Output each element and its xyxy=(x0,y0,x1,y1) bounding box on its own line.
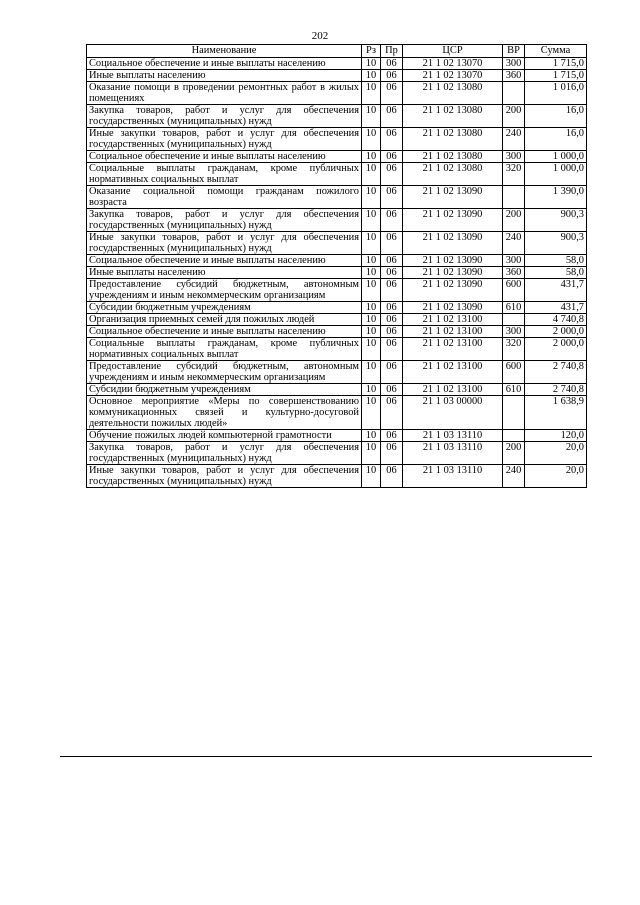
table-row xyxy=(87,430,587,442)
cell-csr: 21 1 02 13080 xyxy=(403,151,503,163)
cell-rz: 10 xyxy=(362,267,381,279)
cell-sum: 1 715,0 xyxy=(525,58,587,70)
cell-name: Иные выплаты населению xyxy=(87,70,362,82)
cell-sum: 2 740,8 xyxy=(525,361,587,384)
cell-name: Социальное обеспечение и иные выплаты населению xyxy=(87,151,362,163)
cell-sum: 2 000,0 xyxy=(525,338,587,361)
cell-sum: 431,7 xyxy=(525,302,587,314)
cell-name: Социальные выплаты гражданам, кроме публичных нормативных социальных выплат xyxy=(87,338,362,361)
table-row xyxy=(87,209,587,232)
table-row xyxy=(87,326,587,338)
table-row xyxy=(87,151,587,163)
cell-vr: 360 xyxy=(503,70,525,82)
cell-rz: 10 xyxy=(362,465,381,488)
cell-vr: 320 xyxy=(503,163,525,186)
cell-vr xyxy=(503,396,525,430)
cell-name: Социальные выплаты гражданам, кроме публичных нормативных социальных выплат xyxy=(87,163,362,186)
cell-vr: 610 xyxy=(503,302,525,314)
table-row xyxy=(87,465,587,488)
cell-pr: 06 xyxy=(381,442,403,465)
cell-rz: 10 xyxy=(362,279,381,302)
cell-vr: 200 xyxy=(503,209,525,232)
cell-name: Иные закупки товаров, работ и услуг для обеспечения государственных (муниципальных) нужд xyxy=(87,128,362,151)
cell-pr: 06 xyxy=(381,163,403,186)
cell-vr: 320 xyxy=(503,338,525,361)
cell-csr: 21 1 02 13090 xyxy=(403,279,503,302)
cell-pr: 06 xyxy=(381,465,403,488)
cell-sum: 1 715,0 xyxy=(525,70,587,82)
cell-csr: 21 1 02 13090 xyxy=(403,302,503,314)
cell-csr: 21 1 02 13070 xyxy=(403,58,503,70)
table-row xyxy=(87,267,587,279)
table-header-row xyxy=(87,45,587,58)
cell-name: Социальное обеспечение и иные выплаты населению xyxy=(87,255,362,267)
cell-csr: 21 1 02 13090 xyxy=(403,232,503,255)
cell-vr: 300 xyxy=(503,151,525,163)
table-row xyxy=(87,82,587,105)
cell-csr: 21 1 03 13110 xyxy=(403,465,503,488)
cell-sum: 58,0 xyxy=(525,267,587,279)
cell-rz: 10 xyxy=(362,186,381,209)
cell-rz: 10 xyxy=(362,128,381,151)
table-row xyxy=(87,232,587,255)
budget-table xyxy=(86,44,587,488)
cell-vr xyxy=(503,314,525,326)
cell-pr: 06 xyxy=(381,361,403,384)
cell-pr: 06 xyxy=(381,151,403,163)
cell-name: Иные закупки товаров, работ и услуг для обеспечения государственных (муниципальных) нужд xyxy=(87,232,362,255)
cell-pr: 06 xyxy=(381,58,403,70)
cell-vr: 240 xyxy=(503,465,525,488)
table-row xyxy=(87,255,587,267)
cell-name: Обучение пожилых людей компьютерной грамотности xyxy=(87,430,362,442)
cell-sum: 16,0 xyxy=(525,128,587,151)
cell-vr: 240 xyxy=(503,232,525,255)
cell-csr: 21 1 03 13110 xyxy=(403,442,503,465)
header-name: Наименование xyxy=(87,45,362,58)
cell-rz: 10 xyxy=(362,442,381,465)
cell-rz: 10 xyxy=(362,361,381,384)
table-row xyxy=(87,302,587,314)
cell-sum: 1 390,0 xyxy=(525,186,587,209)
cell-csr: 21 1 02 13100 xyxy=(403,361,503,384)
cell-pr: 06 xyxy=(381,338,403,361)
header-rz: Рз xyxy=(362,45,381,58)
cell-csr: 21 1 02 13100 xyxy=(403,314,503,326)
cell-sum: 2 000,0 xyxy=(525,326,587,338)
table-row xyxy=(87,58,587,70)
cell-name: Социальное обеспечение и иные выплаты населению xyxy=(87,58,362,70)
cell-pr: 06 xyxy=(381,326,403,338)
cell-vr: 610 xyxy=(503,384,525,396)
cell-csr: 21 1 02 13100 xyxy=(403,384,503,396)
footer-divider xyxy=(60,756,592,757)
header-pr: Пр xyxy=(381,45,403,58)
cell-pr: 06 xyxy=(381,82,403,105)
cell-pr: 06 xyxy=(381,186,403,209)
table-row xyxy=(87,396,587,430)
cell-rz: 10 xyxy=(362,151,381,163)
cell-rz: 10 xyxy=(362,396,381,430)
cell-vr xyxy=(503,186,525,209)
cell-vr: 600 xyxy=(503,361,525,384)
cell-rz: 10 xyxy=(362,302,381,314)
cell-pr: 06 xyxy=(381,128,403,151)
cell-csr: 21 1 02 13080 xyxy=(403,82,503,105)
cell-vr: 240 xyxy=(503,128,525,151)
cell-csr: 21 1 03 00000 xyxy=(403,396,503,430)
cell-csr: 21 1 02 13100 xyxy=(403,338,503,361)
cell-sum: 2 740,8 xyxy=(525,384,587,396)
cell-vr xyxy=(503,430,525,442)
header-vr: ВР xyxy=(503,45,525,58)
cell-vr: 200 xyxy=(503,442,525,465)
cell-csr: 21 1 02 13070 xyxy=(403,70,503,82)
cell-vr: 300 xyxy=(503,255,525,267)
cell-vr: 200 xyxy=(503,105,525,128)
table-row xyxy=(87,384,587,396)
cell-sum: 900,3 xyxy=(525,232,587,255)
table-row xyxy=(87,128,587,151)
cell-vr: 600 xyxy=(503,279,525,302)
cell-name: Закупка товаров, работ и услуг для обеспечения государственных (муниципальных) нужд xyxy=(87,442,362,465)
table-row xyxy=(87,105,587,128)
cell-pr: 06 xyxy=(381,279,403,302)
table-row xyxy=(87,70,587,82)
table-row xyxy=(87,163,587,186)
cell-vr: 300 xyxy=(503,58,525,70)
cell-rz: 10 xyxy=(362,105,381,128)
cell-csr: 21 1 02 13090 xyxy=(403,186,503,209)
cell-name: Субсидии бюджетным учреждениям xyxy=(87,302,362,314)
cell-sum: 1 000,0 xyxy=(525,163,587,186)
cell-pr: 06 xyxy=(381,396,403,430)
cell-sum: 900,3 xyxy=(525,209,587,232)
cell-pr: 06 xyxy=(381,209,403,232)
cell-sum: 1 000,0 xyxy=(525,151,587,163)
header-csr: ЦСР xyxy=(403,45,503,58)
cell-rz: 10 xyxy=(362,232,381,255)
cell-pr: 06 xyxy=(381,232,403,255)
cell-pr: 06 xyxy=(381,267,403,279)
cell-csr: 21 1 02 13080 xyxy=(403,128,503,151)
table-row xyxy=(87,442,587,465)
cell-name: Социальное обеспечение и иные выплаты населению xyxy=(87,326,362,338)
cell-sum: 20,0 xyxy=(525,442,587,465)
cell-sum: 1 016,0 xyxy=(525,82,587,105)
cell-rz: 10 xyxy=(362,430,381,442)
cell-pr: 06 xyxy=(381,302,403,314)
cell-pr: 06 xyxy=(381,314,403,326)
cell-sum: 120,0 xyxy=(525,430,587,442)
page-number: 202 xyxy=(311,30,329,42)
cell-name: Предоставление субсидий бюджетным, автономным учреждениям и иным некоммерческим организациям xyxy=(87,279,362,302)
cell-csr: 21 1 03 13110 xyxy=(403,430,503,442)
cell-rz: 10 xyxy=(362,58,381,70)
cell-pr: 06 xyxy=(381,70,403,82)
header-sum: Сумма xyxy=(525,45,587,58)
cell-name: Закупка товаров, работ и услуг для обеспечения государственных (муниципальных) нужд xyxy=(87,209,362,232)
cell-name: Организация приемных семей для пожилых людей xyxy=(87,314,362,326)
cell-rz: 10 xyxy=(362,338,381,361)
table-row xyxy=(87,279,587,302)
cell-pr: 06 xyxy=(381,105,403,128)
cell-csr: 21 1 02 13080 xyxy=(403,105,503,128)
cell-rz: 10 xyxy=(362,70,381,82)
cell-pr: 06 xyxy=(381,255,403,267)
cell-sum: 431,7 xyxy=(525,279,587,302)
cell-sum: 1 638,9 xyxy=(525,396,587,430)
cell-vr: 300 xyxy=(503,326,525,338)
cell-name: Основное мероприятие «Меры по совершенствованию коммуникационных связей и культурно-досуговой деятельности пожилых людей» xyxy=(87,396,362,430)
cell-name: Закупка товаров, работ и услуг для обеспечения государственных (муниципальных) нужд xyxy=(87,105,362,128)
cell-rz: 10 xyxy=(362,384,381,396)
table-row xyxy=(87,361,587,384)
cell-sum: 4 740,8 xyxy=(525,314,587,326)
cell-csr: 21 1 02 13090 xyxy=(403,255,503,267)
cell-sum: 20,0 xyxy=(525,465,587,488)
cell-name: Оказание помощи в проведении ремонтных работ в жилых помещениях xyxy=(87,82,362,105)
cell-rz: 10 xyxy=(362,163,381,186)
cell-name: Иные закупки товаров, работ и услуг для обеспечения государственных (муниципальных) нужд xyxy=(87,465,362,488)
cell-rz: 10 xyxy=(362,255,381,267)
cell-pr: 06 xyxy=(381,430,403,442)
cell-csr: 21 1 02 13080 xyxy=(403,163,503,186)
cell-sum: 16,0 xyxy=(525,105,587,128)
cell-rz: 10 xyxy=(362,209,381,232)
cell-name: Оказание социальной помощи гражданам пожилого возраста xyxy=(87,186,362,209)
cell-name: Субсидии бюджетным учреждениям xyxy=(87,384,362,396)
cell-rz: 10 xyxy=(362,314,381,326)
cell-pr: 06 xyxy=(381,384,403,396)
cell-rz: 10 xyxy=(362,82,381,105)
table-row xyxy=(87,314,587,326)
cell-csr: 21 1 02 13100 xyxy=(403,326,503,338)
cell-csr: 21 1 02 13090 xyxy=(403,209,503,232)
cell-name: Предоставление субсидий бюджетным, автономным учреждениям и иным некоммерческим организациям xyxy=(87,361,362,384)
cell-vr xyxy=(503,82,525,105)
cell-sum: 58,0 xyxy=(525,255,587,267)
cell-csr: 21 1 02 13090 xyxy=(403,267,503,279)
cell-vr: 360 xyxy=(503,267,525,279)
cell-rz: 10 xyxy=(362,326,381,338)
table-row xyxy=(87,186,587,209)
table-row xyxy=(87,338,587,361)
cell-name: Иные выплаты населению xyxy=(87,267,362,279)
